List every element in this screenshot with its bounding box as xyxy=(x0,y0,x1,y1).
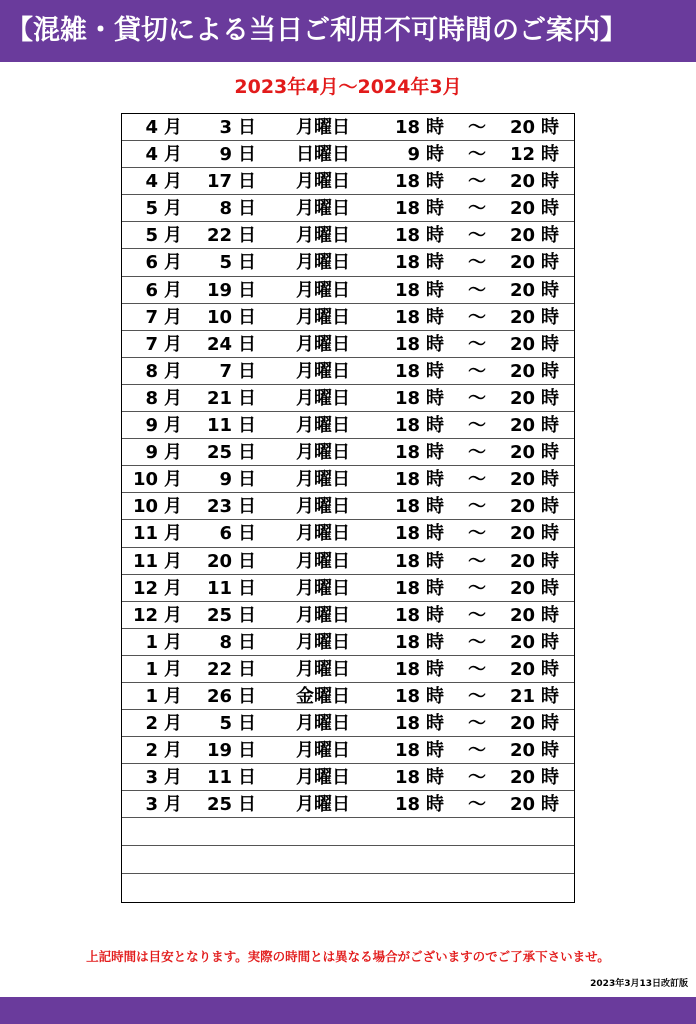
month-cell: 11 xyxy=(132,550,158,572)
end-hour-cell: 20 xyxy=(509,767,535,789)
start-hour-cell: 18 xyxy=(394,631,420,653)
table-row xyxy=(122,412,574,439)
weekday-cell: 月曜日 xyxy=(296,713,350,735)
table-row xyxy=(122,683,574,710)
end-hour-cell: 20 xyxy=(509,306,535,328)
weekday-cell: 月曜日 xyxy=(296,171,350,193)
start-hour-unit: 時 xyxy=(426,685,444,707)
table-row xyxy=(122,195,574,222)
day-unit: 日 xyxy=(238,360,256,382)
end-hour-cell: 20 xyxy=(509,387,535,409)
day-unit: 日 xyxy=(238,740,256,762)
end-hour-cell: 20 xyxy=(509,225,535,247)
day-unit: 日 xyxy=(238,117,256,138)
range-tilde: ～ xyxy=(468,740,486,762)
month-unit: 月 xyxy=(164,550,182,572)
range-tilde: ～ xyxy=(468,496,486,518)
range-tilde: ～ xyxy=(468,360,486,382)
end-hour-cell: 20 xyxy=(509,117,535,138)
table-row xyxy=(122,466,574,493)
day-unit: 日 xyxy=(238,252,256,274)
end-hour-cell: 20 xyxy=(509,658,535,680)
page-header xyxy=(0,0,696,62)
end-hour-unit: 時 xyxy=(541,144,559,166)
month-cell: 3 xyxy=(145,794,158,816)
day-cell: 24 xyxy=(206,333,232,355)
end-hour-cell: 20 xyxy=(509,252,535,274)
month-unit: 月 xyxy=(164,767,182,789)
page-title: 【混雑・貸切による当日ご利用不可時間のご案内】 xyxy=(6,15,627,46)
start-hour-unit: 時 xyxy=(426,550,444,572)
start-hour-unit: 時 xyxy=(426,604,444,626)
range-tilde: ～ xyxy=(468,144,486,166)
weekday-cell: 月曜日 xyxy=(296,442,350,464)
start-hour-unit: 時 xyxy=(426,658,444,680)
disclaimer-note: 上記時間は目安となります。実際の時間とは異なる場合がございますのでご了承下さいませ。 xyxy=(86,949,610,964)
day-unit: 日 xyxy=(238,279,256,301)
day-cell: 10 xyxy=(206,306,232,328)
month-unit: 月 xyxy=(164,794,182,816)
table-row xyxy=(122,331,574,358)
end-hour-unit: 時 xyxy=(541,658,559,680)
end-hour-cell: 20 xyxy=(509,631,535,653)
end-hour-cell: 20 xyxy=(509,415,535,437)
table-row xyxy=(122,114,574,141)
start-hour-unit: 時 xyxy=(426,523,444,545)
end-hour-unit: 時 xyxy=(541,442,559,464)
end-hour-unit: 時 xyxy=(541,252,559,274)
range-tilde: ～ xyxy=(468,117,486,138)
table-row xyxy=(122,439,574,466)
weekday-cell: 月曜日 xyxy=(296,550,350,572)
month-unit: 月 xyxy=(164,387,182,409)
day-unit: 日 xyxy=(238,387,256,409)
table-row xyxy=(122,304,574,331)
start-hour-unit: 時 xyxy=(426,279,444,301)
end-hour-unit: 時 xyxy=(541,387,559,409)
range-tilde: ～ xyxy=(468,279,486,301)
day-unit: 日 xyxy=(238,685,256,707)
end-hour-cell: 20 xyxy=(509,740,535,762)
month-cell: 2 xyxy=(145,740,158,762)
month-unit: 月 xyxy=(164,198,182,220)
month-unit: 月 xyxy=(164,604,182,626)
weekday-cell: 月曜日 xyxy=(296,496,350,518)
weekday-cell: 月曜日 xyxy=(296,198,350,220)
weekday-cell: 日曜日 xyxy=(296,144,350,166)
range-tilde: ～ xyxy=(468,415,486,437)
month-unit: 月 xyxy=(164,631,182,653)
end-hour-unit: 時 xyxy=(541,604,559,626)
month-cell: 9 xyxy=(145,415,158,437)
end-hour-cell: 20 xyxy=(509,360,535,382)
range-tilde: ～ xyxy=(468,685,486,707)
empty-table-row xyxy=(122,846,574,874)
start-hour-unit: 時 xyxy=(426,713,444,735)
end-hour-unit: 時 xyxy=(541,333,559,355)
day-unit: 日 xyxy=(238,442,256,464)
start-hour-cell: 18 xyxy=(394,252,420,274)
day-cell: 21 xyxy=(206,387,232,409)
table-row xyxy=(122,520,574,547)
day-unit: 日 xyxy=(238,225,256,247)
day-cell: 17 xyxy=(206,171,232,193)
start-hour-cell: 18 xyxy=(394,496,420,518)
range-tilde: ～ xyxy=(468,550,486,572)
month-unit: 月 xyxy=(164,144,182,166)
start-hour-unit: 時 xyxy=(426,496,444,518)
month-cell: 3 xyxy=(145,767,158,789)
month-cell: 1 xyxy=(145,631,158,653)
start-hour-cell: 18 xyxy=(394,685,420,707)
month-cell: 10 xyxy=(132,469,158,491)
start-hour-cell: 18 xyxy=(394,469,420,491)
start-hour-cell: 18 xyxy=(394,550,420,572)
day-cell: 26 xyxy=(206,685,232,707)
month-cell: 4 xyxy=(145,171,158,193)
table-row xyxy=(122,629,574,656)
month-unit: 月 xyxy=(164,442,182,464)
start-hour-unit: 時 xyxy=(426,252,444,274)
end-hour-cell: 20 xyxy=(509,333,535,355)
start-hour-unit: 時 xyxy=(426,767,444,789)
end-hour-cell: 20 xyxy=(509,442,535,464)
month-cell: 10 xyxy=(132,496,158,518)
table-row xyxy=(122,493,574,520)
end-hour-unit: 時 xyxy=(541,198,559,220)
day-unit: 日 xyxy=(238,523,256,545)
table-row xyxy=(122,168,574,195)
day-unit: 日 xyxy=(238,198,256,220)
range-tilde: ～ xyxy=(468,523,486,545)
range-tilde: ～ xyxy=(468,225,486,247)
start-hour-cell: 18 xyxy=(394,387,420,409)
day-cell: 19 xyxy=(206,279,232,301)
start-hour-cell: 18 xyxy=(394,333,420,355)
day-unit: 日 xyxy=(238,415,256,437)
month-unit: 月 xyxy=(164,171,182,193)
start-hour-unit: 時 xyxy=(426,415,444,437)
start-hour-cell: 18 xyxy=(394,523,420,545)
day-cell: 5 xyxy=(219,713,232,735)
start-hour-unit: 時 xyxy=(426,171,444,193)
start-hour-unit: 時 xyxy=(426,740,444,762)
month-cell: 4 xyxy=(145,117,158,138)
month-cell: 8 xyxy=(145,387,158,409)
end-hour-unit: 時 xyxy=(541,360,559,382)
period-subtitle: 2023年4月～2024年3月 xyxy=(234,76,462,98)
range-tilde: ～ xyxy=(468,713,486,735)
weekday-cell: 月曜日 xyxy=(296,523,350,545)
month-cell: 12 xyxy=(132,577,158,599)
day-cell: 8 xyxy=(219,198,232,220)
start-hour-cell: 18 xyxy=(394,794,420,816)
weekday-cell: 月曜日 xyxy=(296,631,350,653)
month-unit: 月 xyxy=(164,225,182,247)
month-unit: 月 xyxy=(164,252,182,274)
month-unit: 月 xyxy=(164,360,182,382)
start-hour-cell: 18 xyxy=(394,658,420,680)
empty-table-row xyxy=(122,874,574,902)
end-hour-unit: 時 xyxy=(541,713,559,735)
month-cell: 6 xyxy=(145,279,158,301)
range-tilde: ～ xyxy=(468,469,486,491)
table-row xyxy=(122,764,574,791)
month-cell: 5 xyxy=(145,198,158,220)
day-cell: 7 xyxy=(219,360,232,382)
month-unit: 月 xyxy=(164,469,182,491)
end-hour-unit: 時 xyxy=(541,225,559,247)
month-cell: 1 xyxy=(145,658,158,680)
table-row xyxy=(122,385,574,412)
end-hour-unit: 時 xyxy=(541,794,559,816)
day-unit: 日 xyxy=(238,794,256,816)
end-hour-cell: 20 xyxy=(509,577,535,599)
end-hour-cell: 20 xyxy=(509,794,535,816)
day-unit: 日 xyxy=(238,658,256,680)
table-row xyxy=(122,737,574,764)
start-hour-unit: 時 xyxy=(426,333,444,355)
month-cell: 2 xyxy=(145,713,158,735)
start-hour-cell: 18 xyxy=(394,306,420,328)
end-hour-cell: 20 xyxy=(509,604,535,626)
end-hour-unit: 時 xyxy=(541,496,559,518)
end-hour-unit: 時 xyxy=(541,171,559,193)
table-row xyxy=(122,575,574,602)
range-tilde: ～ xyxy=(468,604,486,626)
day-cell: 22 xyxy=(206,658,232,680)
day-cell: 3 xyxy=(219,117,232,138)
month-cell: 7 xyxy=(145,333,158,355)
weekday-cell: 月曜日 xyxy=(296,577,350,599)
day-cell: 25 xyxy=(206,794,232,816)
range-tilde: ～ xyxy=(468,767,486,789)
start-hour-cell: 18 xyxy=(394,360,420,382)
end-hour-unit: 時 xyxy=(541,117,559,138)
page-footer-bar xyxy=(0,997,696,1024)
end-hour-cell: 12 xyxy=(509,144,535,166)
start-hour-cell: 18 xyxy=(394,577,420,599)
day-unit: 日 xyxy=(238,144,256,166)
start-hour-cell: 18 xyxy=(394,713,420,735)
day-unit: 日 xyxy=(238,577,256,599)
month-unit: 月 xyxy=(164,713,182,735)
start-hour-cell: 18 xyxy=(394,171,420,193)
month-unit: 月 xyxy=(164,279,182,301)
month-cell: 11 xyxy=(132,523,158,545)
day-unit: 日 xyxy=(238,496,256,518)
start-hour-cell: 9 xyxy=(407,144,420,166)
end-hour-cell: 20 xyxy=(509,198,535,220)
revision-date: 2023年3月13日改訂版 xyxy=(590,979,688,989)
end-hour-cell: 20 xyxy=(509,496,535,518)
end-hour-unit: 時 xyxy=(541,767,559,789)
weekday-cell: 月曜日 xyxy=(296,469,350,491)
day-cell: 11 xyxy=(206,577,232,599)
start-hour-unit: 時 xyxy=(426,117,444,138)
end-hour-unit: 時 xyxy=(541,523,559,545)
month-unit: 月 xyxy=(164,523,182,545)
day-cell: 9 xyxy=(219,469,232,491)
month-unit: 月 xyxy=(164,577,182,599)
table-row xyxy=(122,141,574,168)
day-cell: 6 xyxy=(219,523,232,545)
month-unit: 月 xyxy=(164,306,182,328)
day-unit: 日 xyxy=(238,550,256,572)
range-tilde: ～ xyxy=(468,333,486,355)
weekday-cell: 金曜日 xyxy=(296,685,350,707)
start-hour-cell: 18 xyxy=(394,415,420,437)
table-row xyxy=(122,791,574,818)
day-cell: 19 xyxy=(206,740,232,762)
month-unit: 月 xyxy=(164,740,182,762)
range-tilde: ～ xyxy=(468,442,486,464)
day-cell: 20 xyxy=(206,550,232,572)
month-unit: 月 xyxy=(164,658,182,680)
end-hour-unit: 時 xyxy=(541,279,559,301)
day-cell: 25 xyxy=(206,442,232,464)
end-hour-unit: 時 xyxy=(541,306,559,328)
start-hour-unit: 時 xyxy=(426,144,444,166)
start-hour-unit: 時 xyxy=(426,631,444,653)
month-cell: 6 xyxy=(145,252,158,274)
month-cell: 1 xyxy=(145,685,158,707)
day-unit: 日 xyxy=(238,631,256,653)
start-hour-cell: 18 xyxy=(394,279,420,301)
month-unit: 月 xyxy=(164,685,182,707)
end-hour-cell: 20 xyxy=(509,469,535,491)
range-tilde: ～ xyxy=(468,658,486,680)
end-hour-unit: 時 xyxy=(541,469,559,491)
weekday-cell: 月曜日 xyxy=(296,604,350,626)
start-hour-unit: 時 xyxy=(426,469,444,491)
start-hour-cell: 18 xyxy=(394,740,420,762)
start-hour-cell: 18 xyxy=(394,767,420,789)
start-hour-unit: 時 xyxy=(426,794,444,816)
range-tilde: ～ xyxy=(468,306,486,328)
weekday-cell: 月曜日 xyxy=(296,225,350,247)
day-cell: 23 xyxy=(206,496,232,518)
weekday-cell: 月曜日 xyxy=(296,767,350,789)
month-unit: 月 xyxy=(164,496,182,518)
table-row xyxy=(122,222,574,249)
end-hour-unit: 時 xyxy=(541,415,559,437)
weekday-cell: 月曜日 xyxy=(296,252,350,274)
month-cell: 4 xyxy=(145,144,158,166)
day-cell: 5 xyxy=(219,252,232,274)
month-unit: 月 xyxy=(164,415,182,437)
weekday-cell: 月曜日 xyxy=(296,387,350,409)
end-hour-unit: 時 xyxy=(541,685,559,707)
day-unit: 日 xyxy=(238,306,256,328)
end-hour-cell: 20 xyxy=(509,279,535,301)
month-cell: 9 xyxy=(145,442,158,464)
range-tilde: ～ xyxy=(468,794,486,816)
end-hour-unit: 時 xyxy=(541,740,559,762)
weekday-cell: 月曜日 xyxy=(296,333,350,355)
month-cell: 12 xyxy=(132,604,158,626)
month-unit: 月 xyxy=(164,333,182,355)
end-hour-cell: 20 xyxy=(509,171,535,193)
start-hour-cell: 18 xyxy=(394,604,420,626)
table-row xyxy=(122,548,574,575)
end-hour-cell: 20 xyxy=(509,550,535,572)
range-tilde: ～ xyxy=(468,252,486,274)
start-hour-cell: 18 xyxy=(394,442,420,464)
start-hour-unit: 時 xyxy=(426,360,444,382)
start-hour-unit: 時 xyxy=(426,198,444,220)
month-cell: 7 xyxy=(145,306,158,328)
weekday-cell: 月曜日 xyxy=(296,117,350,138)
range-tilde: ～ xyxy=(468,198,486,220)
range-tilde: ～ xyxy=(468,631,486,653)
start-hour-unit: 時 xyxy=(426,225,444,247)
weekday-cell: 月曜日 xyxy=(296,306,350,328)
range-tilde: ～ xyxy=(468,387,486,409)
weekday-cell: 月曜日 xyxy=(296,415,350,437)
weekday-cell: 月曜日 xyxy=(296,360,350,382)
day-cell: 9 xyxy=(219,144,232,166)
day-cell: 8 xyxy=(219,631,232,653)
weekday-cell: 月曜日 xyxy=(296,794,350,816)
end-hour-cell: 20 xyxy=(509,713,535,735)
day-unit: 日 xyxy=(238,333,256,355)
end-hour-unit: 時 xyxy=(541,631,559,653)
end-hour-unit: 時 xyxy=(541,550,559,572)
start-hour-unit: 時 xyxy=(426,577,444,599)
weekday-cell: 月曜日 xyxy=(296,740,350,762)
weekday-cell: 月曜日 xyxy=(296,658,350,680)
day-cell: 22 xyxy=(206,225,232,247)
start-hour-unit: 時 xyxy=(426,306,444,328)
start-hour-unit: 時 xyxy=(426,442,444,464)
start-hour-cell: 18 xyxy=(394,198,420,220)
day-unit: 日 xyxy=(238,767,256,789)
day-unit: 日 xyxy=(238,469,256,491)
weekday-cell: 月曜日 xyxy=(296,279,350,301)
day-unit: 日 xyxy=(238,713,256,735)
table-row xyxy=(122,358,574,385)
table-row xyxy=(122,277,574,304)
month-unit: 月 xyxy=(164,117,182,138)
day-cell: 25 xyxy=(206,604,232,626)
start-hour-cell: 18 xyxy=(394,117,420,138)
range-tilde: ～ xyxy=(468,171,486,193)
table-row xyxy=(122,602,574,629)
range-tilde: ～ xyxy=(468,577,486,599)
start-hour-cell: 18 xyxy=(394,225,420,247)
start-hour-unit: 時 xyxy=(426,387,444,409)
end-hour-cell: 21 xyxy=(509,685,535,707)
month-cell: 5 xyxy=(145,225,158,247)
schedule-table xyxy=(121,113,575,903)
end-hour-unit: 時 xyxy=(541,577,559,599)
table-row xyxy=(122,249,574,276)
month-cell: 8 xyxy=(145,360,158,382)
empty-table-row xyxy=(122,818,574,846)
table-row xyxy=(122,656,574,683)
day-unit: 日 xyxy=(238,604,256,626)
end-hour-cell: 20 xyxy=(509,523,535,545)
day-cell: 11 xyxy=(206,415,232,437)
day-cell: 11 xyxy=(206,767,232,789)
day-unit: 日 xyxy=(238,171,256,193)
table-row xyxy=(122,710,574,737)
